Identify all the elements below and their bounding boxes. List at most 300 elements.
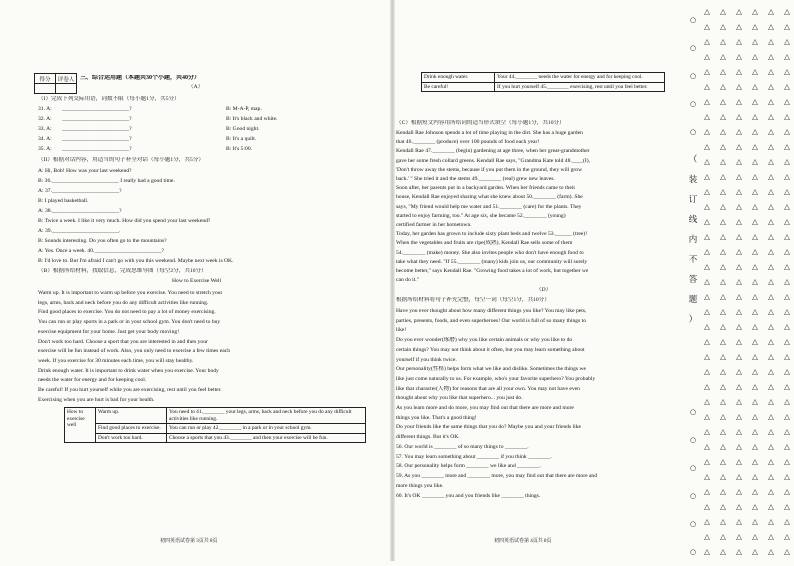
triangle-icon: △ [720,52,726,61]
triangle-icon: △ [720,532,726,541]
triangle-icon: △ [784,292,790,301]
mind-map-topic: Warm up. [96,408,167,424]
passage-line: Kendall Rae 47.________ (begin) gardening at age three, when her great-grandmother [396,148,590,155]
grader-blank[interactable] [56,84,77,94]
triangle-icon: △ [704,502,710,511]
triangle-icon: △ [720,517,726,526]
passage-line: that 46.________ (produce) over 100 pounds of food each year! [396,139,540,146]
passage-line: You can run or play sports in a park or in your school gym. You don't need to buy [38,319,221,326]
triangle-icon: △ [768,172,774,181]
passage-line: things you like. That's a good thing! [396,414,477,421]
passage-line: Find good places to exercise. You do not need to pay a lot of money exercising. [38,309,216,316]
circle-mark: ○ [689,44,697,52]
triangle-icon: △ [768,232,774,241]
triangle-icon: △ [736,277,742,286]
table-row [65,433,366,443]
triangle-icon: △ [768,22,774,31]
triangle-icon: △ [752,187,758,196]
passage-line: As you learn more and do more, you may find out that there are more and more [396,405,574,411]
triangle-icon: △ [768,262,774,271]
triangle-icon: △ [704,262,710,271]
triangle-icon: △ [720,112,726,121]
mind-map-topic: Don't work too hard. [96,433,167,443]
triangle-icon: △ [736,202,742,211]
mind-map-detail[interactable]: If you hurt yourself 45.________ exercising, rest until you feel better. [495,82,665,92]
triangle-icon: △ [704,367,710,376]
passage-line: legs, arms, back and neck before you do any difficult activities like running. [38,299,209,306]
triangle-icon: △ [720,127,726,136]
passage-line: thought about why you like that superhero... you just do. [396,395,523,402]
triangle-icon: △ [720,322,726,331]
triangle-icon: △ [720,487,726,496]
passage-line: needs the water for energy and for keeping cool. [38,377,147,384]
triangle-icon: △ [736,157,742,166]
passage-line: house, Kendall Rae enjoyed sharing what she knew about 50.________ (farm). She [396,194,583,201]
triangle-icon: △ [720,337,726,346]
mind-map-detail[interactable]: You can run or play 42.________ in a park or in your school gym. [167,424,366,434]
triangle-icon: △ [752,202,758,211]
triangle-column [700,4,714,559]
triangle-icon: △ [736,502,742,511]
triangle-icon: △ [704,172,710,181]
triangle-icon: △ [768,277,774,286]
triangle-icon: △ [736,547,742,556]
triangle-icon: △ [784,97,790,106]
triangle-icon: △ [768,517,774,526]
triangle-icon: △ [752,232,758,241]
passage-line: become better," says Kendall Rae. "Growing food takes a lot of work, but together we [396,268,589,274]
triangle-icon: △ [704,532,710,541]
triangle-icon: △ [720,397,726,406]
exam-page-3 [0,0,392,561]
dialogue-line: B: 36.________________________ I really had a good time. [38,178,175,184]
triangle-icon: △ [736,427,742,436]
passage-line: Have you ever thought about how many different things you like? You may like pets, [396,308,587,314]
triangle-icon: △ [784,37,790,46]
passage-line: can do it." [396,277,419,284]
triangle-icon: △ [768,217,774,226]
triangle-icon: △ [784,82,790,91]
triangle-icon: △ [784,367,790,376]
circle-mark: ○ [689,520,697,528]
triangle-icon: △ [752,112,758,121]
passage-line: started to enjoy farming, too." At age six, she became 52.________ (young) [396,212,566,219]
triangle-icon: △ [704,232,710,241]
triangle-icon: △ [752,82,758,91]
triangle-icon: △ [784,202,790,211]
triangle-icon: △ [752,547,758,556]
triangle-icon: △ [704,247,710,256]
triangle-icon: △ [720,427,726,436]
triangle-icon: △ [736,82,742,91]
mind-map-detail[interactable]: Choose a sports that you 43.________ and then your exercise will be fun. [167,433,366,443]
triangle-icon: △ [784,172,790,181]
triangle-icon: △ [784,502,790,511]
passage-line: exercise will be fun instead of work. Also, you only need to exercise a few times each [38,348,230,355]
triangle-icon: △ [784,142,790,151]
part-2-title: （II）根据对话内容，用适当的句子补全对话（每小题1分，共5分） [38,157,204,163]
triangle-icon: △ [736,292,742,301]
passage-line: certified farmer in her hometown. [396,222,472,228]
triangle-icon: △ [768,82,774,91]
triangle-icon: △ [720,67,726,76]
triangle-icon: △ [784,457,790,466]
triangle-icon: △ [720,352,726,361]
triangle-icon: △ [736,472,742,481]
answer-blank[interactable]: ________________________? [62,126,132,132]
triangle-icon: △ [784,412,790,421]
triangle-icon: △ [720,202,726,211]
score-blank[interactable] [35,84,56,94]
triangle-icon: △ [768,427,774,436]
dialogue-line: A: 37.________________________? [38,188,122,194]
triangle-icon: △ [736,187,742,196]
triangle-icon: △ [784,262,790,271]
triangle-icon: △ [752,307,758,316]
notice-char: （ [688,155,698,165]
passage-line: Exercising when you are hurt is bad for your health. [38,396,155,403]
triangle-icon: △ [736,382,742,391]
section-title: 三、综合运用题（本题共30个小题，共40分） [80,75,201,81]
passage-line: Warm up. It is important to warm up before you exercise. You need to stretch your [38,290,223,296]
passage-line: gave her some fresh collard greens. Kendall Rae says, "Grandma Kate told 48.____(I), [396,157,590,164]
triangle-icon: △ [736,127,742,136]
triangle-icon: △ [768,367,774,376]
dialogue-line: B: Twice a week. I like it very much. How did you spend your last weekend? [38,218,211,224]
triangle-icon: △ [752,7,758,16]
triangle-icon: △ [736,247,742,256]
triangle-icon: △ [704,412,710,421]
triangle-icon: △ [736,487,742,496]
triangle-icon: △ [720,262,726,271]
triangle-icon: △ [752,502,758,511]
passage-line: 'Don't throw away the stems, because if you put them in the ground, they will grow [396,166,583,173]
triangle-icon: △ [752,127,758,136]
triangle-icon: △ [736,112,742,121]
triangle-icon: △ [752,427,758,436]
answer-blank[interactable]: ________________________? [62,136,132,142]
triangle-icon: △ [736,337,742,346]
passage-line: Drink enough water. It is important to drink water when you exercise. Your body [38,367,219,374]
mind-map-detail[interactable]: You need to 41.________ your legs, arms, back and neck before you do any difficult activities like running. [167,408,366,424]
triangle-icon: △ [768,382,774,391]
triangle-icon: △ [752,382,758,391]
triangle-icon: △ [768,307,774,316]
triangle-icon: △ [704,472,710,481]
mind-map-root: How to exercise well [65,408,96,443]
passage-line: Our personality(性格) helps form what we like and dislike. Sometimes the things we [396,366,586,373]
triangle-icon: △ [752,472,758,481]
triangle-icon: △ [720,142,726,151]
notice-char: 订 [688,195,698,205]
mind-map-table [64,407,366,443]
triangle-icon: △ [720,307,726,316]
triangle-icon: △ [704,307,710,316]
question-line: 56. Our world is ________ of so many things to ________. [396,444,529,450]
answer-blank[interactable]: ________________________? [62,116,132,122]
triangle-icon: △ [704,442,710,451]
passage-line: different things. But it's OK. [396,434,460,441]
triangle-icon: △ [704,127,710,136]
mind-map-table-continued [421,72,665,92]
triangle-icon: △ [752,247,758,256]
triangle-icon: △ [720,547,726,556]
page-footer: 初四英语试卷第 3页共 8页 [160,539,218,544]
passage-line: take what they need. "If 55.________ (many) kids join us, our community will surely [396,258,588,265]
triangle-column [732,4,746,559]
triangle-icon: △ [752,517,758,526]
table-row [422,82,665,92]
triangle-icon: △ [768,412,774,421]
triangle-icon: △ [752,457,758,466]
passage-line: Today, her garden has grown to include sixty plant beds and twelve 53.______ (tree)! [396,231,588,238]
circle-mark: ○ [689,464,697,472]
answer-blank[interactable]: ________________________? [62,146,132,152]
triangle-icon: △ [784,7,790,16]
triangle-icon: △ [736,442,742,451]
passage-line: Kendall Rae Johnson spends a lot of time playing in the dirt. She has a huge garden [396,130,583,136]
passage-line: yourself if you think twice. [396,356,457,363]
triangle-icon: △ [768,397,774,406]
triangle-icon: △ [768,502,774,511]
triangle-icon: △ [784,547,790,556]
triangle-icon: △ [736,307,742,316]
triangle-column [716,4,730,559]
triangle-icon: △ [704,7,710,16]
triangle-column [764,4,778,559]
question-line: more things you like. [396,482,444,489]
triangle-icon: △ [720,82,726,91]
triangle-icon: △ [736,532,742,541]
triangle-icon: △ [768,127,774,136]
triangle-icon: △ [784,157,790,166]
triangle-icon: △ [704,187,710,196]
question-line: 60. It's OK ________ you and you friends like ________ things. [396,492,541,499]
triangle-icon: △ [752,487,758,496]
passage-line: 54.________ (make) money. She also invites people who don't have enough food to [396,249,584,256]
given-response: B: It's 5:00. [226,146,253,152]
triangle-icon: △ [784,232,790,241]
triangle-icon: △ [768,112,774,121]
triangle-icon: △ [784,472,790,481]
circle-mark: ○ [689,408,697,416]
triangle-icon: △ [736,22,742,31]
question-line: 58. Our personality helps form ________ we like and ________. [396,463,541,470]
passage-line: Do you ever wonder(琢磨) why you like certain animals or why you like to do [396,337,573,344]
triangle-icon: △ [720,442,726,451]
table-row [65,424,366,434]
exam-page-4 [394,0,670,561]
triangle-icon: △ [704,52,710,61]
triangle-icon: △ [752,52,758,61]
triangle-icon: △ [736,397,742,406]
triangle-icon: △ [720,7,726,16]
triangle-icon: △ [768,37,774,46]
triangle-icon: △ [720,382,726,391]
notice-char: 内 [688,235,698,245]
dialogue-line: B: Sounds interesting. Do you often go to the mountains? [38,238,167,244]
triangle-icon: △ [768,7,774,16]
passage-line: says, "My friend would help me water and 51.________ (care) for the plants. They [396,203,582,210]
triangle-icon: △ [752,322,758,331]
triangle-icon: △ [768,547,774,556]
triangle-icon: △ [704,487,710,496]
passage-line: Soon after, her parents put in a backyard garden. When her friends came to their [396,185,576,192]
triangle-icon: △ [736,37,742,46]
triangle-icon: △ [720,172,726,181]
triangle-icon: △ [768,52,774,61]
triangle-icon: △ [736,352,742,361]
score-cell: 得分 [35,74,56,84]
triangle-icon: △ [720,457,726,466]
triangle-icon: △ [768,442,774,451]
triangle-icon: △ [736,7,742,16]
circle-mark: ○ [689,548,697,556]
triangle-icon: △ [784,187,790,196]
triangle-icon: △ [704,397,710,406]
triangle-icon: △ [720,292,726,301]
triangle-icon: △ [736,67,742,76]
triangle-icon: △ [784,382,790,391]
circle-mark: ○ [689,436,697,444]
grader-cell: 评卷人 [56,74,77,84]
mind-map-topic: Drink enough water. [422,73,495,83]
mind-map-detail[interactable]: Your 44.________ needs the water for energy and for keeping cool. [495,73,665,83]
triangle-icon: △ [704,277,710,286]
passage-line: like just come naturally to us. For example, who's your favorite superhero? You probably [396,375,596,382]
triangle-icon: △ [784,532,790,541]
triangle-icon: △ [784,352,790,361]
triangle-icon: △ [768,187,774,196]
part-d-title: 根据所给材料将句子补充完整，每空一词（每空1分，共10分） [396,297,550,303]
triangle-icon: △ [784,52,790,61]
table-row [65,408,366,424]
triangle-icon: △ [704,217,710,226]
triangle-icon: △ [768,142,774,151]
triangle-icon: △ [752,37,758,46]
dialogue-line: B: I played basketball. [38,198,89,204]
triangle-icon: △ [768,67,774,76]
dialogue-line: A: Hi, Bob! How was your last weekend? [38,168,132,174]
dialogue-line: B: I'd love to. But I'm afraid I can't go with you this weekend. Maybe next week is OK. [38,258,234,264]
part-a-label: （A） [188,84,204,90]
triangle-icon: △ [752,22,758,31]
dialogue-line: A: 38.________________________? [38,208,122,214]
triangle-icon: △ [704,67,710,76]
triangle-icon: △ [768,532,774,541]
passage-line: certain things? You may not think about it often, but you may learn something about [396,346,585,353]
score-header-table [34,73,77,94]
triangle-icon: △ [752,277,758,286]
triangle-icon: △ [768,457,774,466]
triangle-icon: △ [736,457,742,466]
mind-map-topic: Find good places to exercise. [96,424,167,434]
triangle-icon: △ [704,112,710,121]
triangle-icon: △ [736,172,742,181]
triangle-icon: △ [720,232,726,241]
triangle-icon: △ [768,247,774,256]
given-response: B: M-A-P, map. [226,106,262,112]
triangle-icon: △ [720,472,726,481]
triangle-icon: △ [704,37,710,46]
triangle-icon: △ [704,142,710,151]
triangle-icon: △ [720,97,726,106]
triangle-column [780,4,794,559]
dialogue-line: A: Yes. Once a week. 40.________________________? [38,248,165,254]
table-row [422,73,665,83]
part-b-title: （B）根据所给材料，找取信息，完成思维导图（每空2分，共10分） [38,268,207,274]
triangle-icon: △ [704,547,710,556]
triangle-icon: △ [736,97,742,106]
triangle-icon: △ [704,517,710,526]
passage-line: week. If you exercise for 30 minutes each time, you will stay healthy. [38,357,194,364]
triangle-icon: △ [784,112,790,121]
triangle-icon: △ [784,397,790,406]
question-number: 31. A: [38,106,52,112]
triangle-icon: △ [768,97,774,106]
notice-char: 线 [688,215,698,225]
triangle-icon: △ [752,352,758,361]
passage-line: Be careful! If you hurt yourself while you are exercising, rest until you feel better. [38,387,222,393]
notice-char: 题 [688,295,698,305]
passage-line: like that character(人物) for reasons that are all your own. You may not have even [396,385,580,392]
triangle-icon: △ [704,292,710,301]
notice-char: 不 [688,255,698,265]
triangle-icon: △ [720,187,726,196]
triangle-icon: △ [720,412,726,421]
question-number: 35. A: [38,146,52,152]
triangle-icon: △ [704,322,710,331]
triangle-icon: △ [768,157,774,166]
triangle-icon: △ [736,322,742,331]
notice-char: 答 [688,275,698,285]
triangle-icon: △ [736,517,742,526]
triangle-icon: △ [784,217,790,226]
passage-line: When the vegetables and fruits are ripe(成熟), Kendall Rae sells some of them [396,240,573,247]
passage-line: like! [396,327,407,334]
triangle-column [748,4,762,559]
triangle-icon: △ [704,22,710,31]
triangle-icon: △ [704,427,710,436]
given-response: B: It's a quilt. [226,136,257,142]
answer-blank[interactable]: ________________________? [62,106,132,112]
triangle-icon: △ [720,22,726,31]
triangle-icon: △ [784,442,790,451]
passage-line: Don't work too hard. Choose a sport that you are interested in and then your [38,338,208,345]
passage-line: parties, presents, foods, and even superheroes! Our world is full of so many things to [396,317,586,324]
notice-char: ） [688,315,698,325]
triangle-icon: △ [784,67,790,76]
passage-line: back.' " She tried it and the stems 49.________ (real) grew new leaves. [396,176,555,182]
triangle-icon: △ [704,352,710,361]
mind-map-topic: Be careful! [422,82,495,92]
triangle-icon: △ [720,247,726,256]
triangle-icon: △ [720,37,726,46]
triangle-icon: △ [752,337,758,346]
triangle-icon: △ [784,322,790,331]
triangle-icon: △ [752,97,758,106]
triangle-icon: △ [752,217,758,226]
triangle-icon: △ [752,412,758,421]
triangle-icon: △ [704,157,710,166]
triangle-icon: △ [736,52,742,61]
triangle-icon: △ [768,352,774,361]
triangle-icon: △ [784,277,790,286]
triangle-icon: △ [752,67,758,76]
triangle-icon: △ [752,442,758,451]
triangle-icon: △ [720,502,726,511]
triangle-icon: △ [784,427,790,436]
